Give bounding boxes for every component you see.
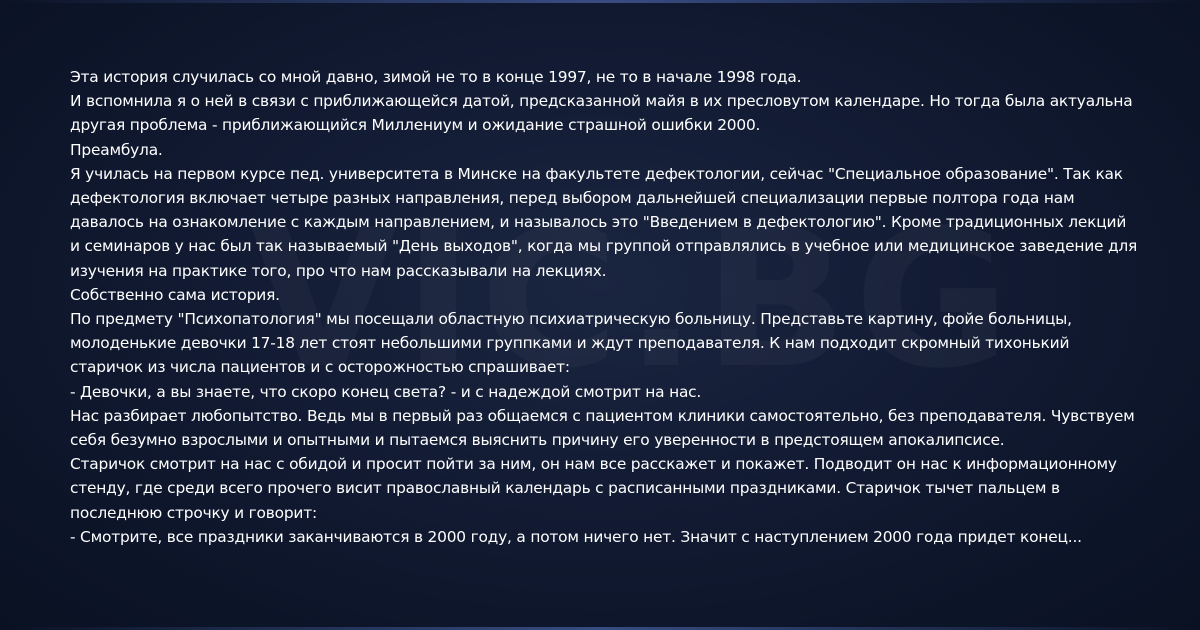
story-paragraph: Старичок смотрит на нас с обидой и просит пойти за ним, он нам все расскажет и покажет. Подводит он нас к информационному стенду, где среди всего прочего висит православный календарь с расписанными праздниками. Старичок тычет пальцем в последнюю строчку и говорит: [70, 455, 1117, 522]
top-border-glow [0, 0, 1200, 3]
story-paragraph: По предмету "Психопатология" мы посещали областную психиатрическую больницу. Представьте картину, фойе больницы, молоденькие девочки 17-18 лет стоят небольшими группками и ждут преподавателя. К нам подходит скромный тихонький старичок из числа пациентов и с осторожностью спрашивает: [70, 310, 1072, 377]
story-paragraph: И вспомнила я о ней в связи с приближающейся датой, предсказанной майя в их пресловутом календаре. Но тогда была актуальна другая проблема - приближающийся Миллениум и ожидание страшной ошибки 2000. [70, 92, 1133, 135]
story-text [70, 65, 1140, 549]
story-paragraph: Нас разбирает любопытство. Ведь мы в первый раз общаемся с пациентом клиники самостоятельно, без преподавателя. Чувствуем себя безумно взрослыми и опытными и пытаемся выяснить причину его уверенности в предстоящем апокалипсисе. [70, 406, 1135, 450]
story-paragraph: - Смотрите, все праздники заканчиваются в 2000 году, а потом ничего нет. Значит с наступлением 2000 года придет конец... [70, 527, 1082, 546]
story-paragraph: Эта история случилась со мной давно, зимой не то в конце 1997, не то в начале 1998 года. [70, 68, 802, 86]
story-paragraph: Преамбула. [70, 140, 163, 159]
story-paragraph: Собственно сама история. [70, 285, 280, 304]
story-paragraph: Я училась на первом курсе пед. университета в Минске на факультете дефектологии, сейчас "Специальное образование". Так как дефектология включает четыре разных направления, перед выбором дальнейшей специализации первые полтора года нам давалось на ознакомление с каждым направлением, и называлось это "Введением в дефектологию". Кроме традиционных лекций и семинаров у нас был так называемый "День выходов", когда мы группой отправлялись в учебное или медицинское заведение для изучения на практике того, про что нам рассказывали на лекциях. [70, 164, 1138, 280]
story-paragraph: - Девочки, а вы знаете, что скоро конец света? - и с надеждой смотрит на нас. [70, 382, 702, 401]
